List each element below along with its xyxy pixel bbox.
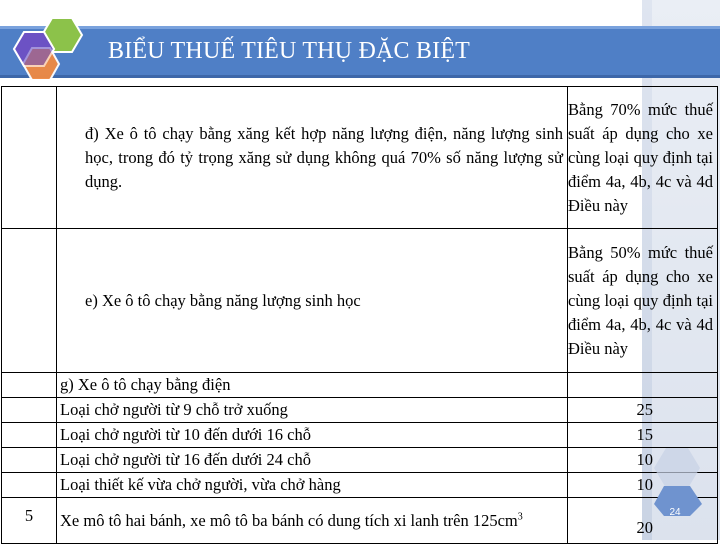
row-description: Loại chở người từ 16 đến dưới 24 chỗ <box>60 450 311 469</box>
row-number <box>2 229 57 373</box>
row-description: Loại chở người từ 10 đến dưới 16 chỗ <box>60 425 311 444</box>
row-tax-rate: Bằng 50% mức thuế suất áp dụng cho xe cùng loại quy định tại điểm 4a, 4b, 4c và 4d Điều này <box>568 242 713 358</box>
tax-rate-table <box>1 86 718 544</box>
table-row <box>2 373 718 398</box>
row-tax-rate: 25 <box>636 400 653 419</box>
row-tax-rate: 10 <box>636 450 653 469</box>
row-number <box>2 398 57 423</box>
row-number: 5 <box>24 505 34 525</box>
table-row <box>2 473 718 498</box>
row-description: e) Xe ô tô chạy bằng năng lượng sinh học <box>85 290 361 310</box>
logo-hexagons-icon <box>8 16 84 84</box>
row-tax-rate: 20 <box>636 517 653 537</box>
row-number <box>2 448 57 473</box>
row-number <box>2 87 57 229</box>
table-row <box>2 448 718 473</box>
row-tax-rate: 15 <box>636 425 653 444</box>
row-number <box>2 373 57 398</box>
table-row <box>2 423 718 448</box>
table-row <box>2 398 718 423</box>
row-description: đ) Xe ô tô chạy bằng xăng kết hợp năng lượng điện, năng lượng sinh học, trong đó tỷ trọng xăng sử dụng không quá 70% số năng lượng sử dụng. <box>85 123 563 191</box>
row-description: Loại thiết kế vừa chở người, vừa chở hàng <box>60 475 341 494</box>
row-description: Loại chở người từ 9 chỗ trở xuống <box>60 400 288 419</box>
page-number: 24 <box>669 507 681 518</box>
row-tax-rate: Bằng 70% mức thuế suất áp dụng cho xe cùng loại quy định tại điểm 4a, 4b, 4c và 4d Điều này <box>568 99 713 215</box>
row-description: Xe mô tô hai bánh, xe mô tô ba bánh có dung tích xi lanh trên $125cm^3$ <box>60 510 523 530</box>
superscript-cubed: 3 <box>517 511 523 522</box>
page-title: BIỂU THUẾ TIÊU THỤ ĐẶC BIỆT <box>108 38 471 64</box>
table-row <box>2 87 718 229</box>
row-number <box>2 473 57 498</box>
table-row <box>2 498 718 544</box>
row-description: g) Xe ô tô chạy bằng điện <box>60 375 231 394</box>
row-number <box>2 423 57 448</box>
row-tax-rate: 10 <box>636 475 653 494</box>
table-row <box>2 229 718 373</box>
